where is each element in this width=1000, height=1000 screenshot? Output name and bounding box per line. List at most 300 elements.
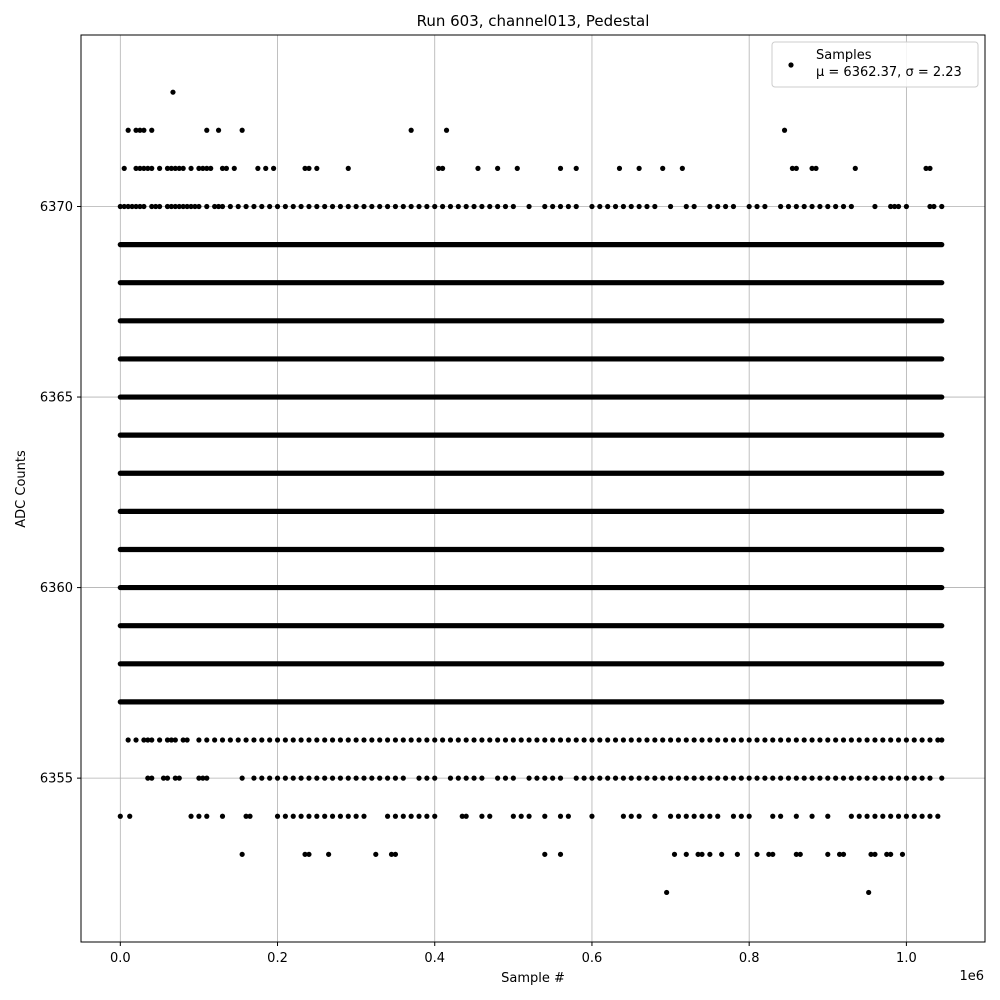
sample-point xyxy=(306,852,311,857)
sample-point xyxy=(542,776,547,781)
sample-point xyxy=(181,166,186,171)
sample-point xyxy=(495,166,500,171)
sample-point xyxy=(177,776,182,781)
sample-point xyxy=(220,204,225,209)
sample-point xyxy=(597,204,602,209)
sample-point xyxy=(487,814,492,819)
sample-point xyxy=(346,776,351,781)
sample-point xyxy=(416,776,421,781)
sample-point xyxy=(574,776,579,781)
sample-point xyxy=(896,814,901,819)
sample-point xyxy=(330,814,335,819)
sample-point xyxy=(621,204,626,209)
sample-point xyxy=(448,737,453,742)
sample-point xyxy=(589,776,594,781)
sample-point xyxy=(204,737,209,742)
sample-point xyxy=(361,204,366,209)
sample-point xyxy=(794,737,799,742)
sample-point xyxy=(558,204,563,209)
sample-point xyxy=(864,814,869,819)
sample-point xyxy=(322,204,327,209)
sample-point xyxy=(314,814,319,819)
sample-point xyxy=(558,166,563,171)
sample-point xyxy=(409,814,414,819)
sample-point xyxy=(692,814,697,819)
sample-point xyxy=(141,204,146,209)
x-axis-offset-label: 1e6 xyxy=(959,969,984,984)
sample-point xyxy=(692,776,697,781)
sample-point xyxy=(251,776,256,781)
sample-point xyxy=(786,204,791,209)
sample-point xyxy=(283,814,288,819)
sample-point xyxy=(330,737,335,742)
sample-point xyxy=(471,776,476,781)
chart-title: Run 603, channel013, Pedestal xyxy=(416,12,650,30)
sample-point xyxy=(326,852,331,857)
x-tick-label: 0.4 xyxy=(424,951,446,966)
sample-point xyxy=(817,776,822,781)
sample-point xyxy=(409,128,414,133)
y-tick-label: 6365 xyxy=(39,390,73,406)
sample-point xyxy=(526,204,531,209)
sample-point xyxy=(432,737,437,742)
sample-point xyxy=(330,776,335,781)
sample-point xyxy=(825,852,830,857)
sample-point xyxy=(731,776,736,781)
sample-point xyxy=(692,204,697,209)
sample-point xyxy=(401,204,406,209)
x-tick-label: 0.2 xyxy=(267,951,288,966)
sample-point xyxy=(495,737,500,742)
sample-point xyxy=(550,204,555,209)
sample-point xyxy=(267,776,272,781)
sample-point xyxy=(715,204,720,209)
sample-point xyxy=(424,776,429,781)
sample-point xyxy=(872,737,877,742)
sample-point xyxy=(188,166,193,171)
sample-point xyxy=(220,737,225,742)
x-axis-label: Sample # xyxy=(501,971,565,986)
sample-point xyxy=(857,814,862,819)
sample-point xyxy=(393,204,398,209)
sample-point xyxy=(409,737,414,742)
sample-point xyxy=(243,204,248,209)
sample-point xyxy=(354,814,359,819)
sample-point xyxy=(456,776,461,781)
sample-point xyxy=(715,776,720,781)
sample-point xyxy=(314,737,319,742)
sample-point xyxy=(699,776,704,781)
sample-point xyxy=(699,814,704,819)
sample-point xyxy=(275,737,280,742)
sample-point xyxy=(872,852,877,857)
sample-point xyxy=(377,776,382,781)
sample-point xyxy=(927,737,932,742)
sample-point xyxy=(644,737,649,742)
sample-point xyxy=(668,776,673,781)
y-axis-label: ADC Counts xyxy=(14,450,29,528)
sample-point xyxy=(409,204,414,209)
sample-point xyxy=(735,852,740,857)
sample-point xyxy=(283,776,288,781)
sample-point xyxy=(251,737,256,742)
legend xyxy=(772,42,978,87)
sample-point xyxy=(306,776,311,781)
sample-point xyxy=(617,166,622,171)
sample-point xyxy=(794,776,799,781)
sample-point xyxy=(613,204,618,209)
sample-point xyxy=(770,737,775,742)
sample-point xyxy=(872,814,877,819)
sample-point xyxy=(723,776,728,781)
sample-point xyxy=(550,776,555,781)
sample-point xyxy=(259,204,264,209)
sample-point xyxy=(589,737,594,742)
sample-point xyxy=(232,166,237,171)
sample-point xyxy=(432,814,437,819)
sample-point xyxy=(825,204,830,209)
sample-point xyxy=(676,776,681,781)
sample-point xyxy=(778,814,783,819)
sample-point xyxy=(275,814,280,819)
sample-point xyxy=(574,737,579,742)
sample-point xyxy=(904,776,909,781)
sample-point xyxy=(841,204,846,209)
sample-point xyxy=(589,814,594,819)
sample-point xyxy=(809,776,814,781)
sample-point xyxy=(558,852,563,857)
sample-point xyxy=(629,814,634,819)
sample-point xyxy=(377,737,382,742)
sample-point xyxy=(668,814,673,819)
sample-point xyxy=(935,814,940,819)
sample-point xyxy=(401,737,406,742)
sample-point xyxy=(731,737,736,742)
sample-point xyxy=(778,737,783,742)
sample-point xyxy=(314,204,319,209)
sample-point xyxy=(912,776,917,781)
sample-point xyxy=(385,776,390,781)
sample-point xyxy=(346,737,351,742)
sample-point xyxy=(196,737,201,742)
sample-point xyxy=(204,204,209,209)
sample-point xyxy=(338,737,343,742)
sample-point xyxy=(216,128,221,133)
sample-point xyxy=(534,737,539,742)
sample-point xyxy=(904,814,909,819)
sample-point xyxy=(927,776,932,781)
sample-point xyxy=(526,737,531,742)
sample-point xyxy=(149,128,154,133)
sample-point xyxy=(637,776,642,781)
sample-point xyxy=(707,852,712,857)
sample-point xyxy=(354,737,359,742)
sample-point xyxy=(754,852,759,857)
sample-point xyxy=(479,814,484,819)
sample-point xyxy=(385,737,390,742)
sample-point xyxy=(762,204,767,209)
sample-point xyxy=(857,776,862,781)
sample-point xyxy=(629,204,634,209)
sample-point xyxy=(605,776,610,781)
sample-point xyxy=(122,166,127,171)
sample-point xyxy=(456,204,461,209)
sample-point xyxy=(275,204,280,209)
sample-point xyxy=(338,814,343,819)
sample-point xyxy=(684,852,689,857)
sample-point xyxy=(896,776,901,781)
legend-series-name: Samples xyxy=(816,48,872,63)
sample-point xyxy=(747,776,752,781)
sample-point xyxy=(416,737,421,742)
sample-point xyxy=(778,776,783,781)
sample-point xyxy=(912,737,917,742)
sample-point xyxy=(739,776,744,781)
sample-point xyxy=(479,204,484,209)
sample-point xyxy=(361,814,366,819)
sample-point xyxy=(927,814,932,819)
sample-point xyxy=(613,776,618,781)
x-tick-label: 0.6 xyxy=(581,951,603,966)
sample-point xyxy=(127,814,132,819)
sample-point xyxy=(644,776,649,781)
sample-point xyxy=(475,166,480,171)
sample-point xyxy=(440,737,445,742)
sample-point xyxy=(621,776,626,781)
sample-point xyxy=(240,128,245,133)
sample-point xyxy=(503,776,508,781)
sample-point xyxy=(330,204,335,209)
sample-point xyxy=(817,737,822,742)
sample-point xyxy=(920,776,925,781)
sample-point xyxy=(424,737,429,742)
sample-point xyxy=(338,776,343,781)
sample-point xyxy=(291,737,296,742)
sample-point xyxy=(825,814,830,819)
sample-point xyxy=(637,737,642,742)
sample-point xyxy=(939,737,944,742)
sample-point xyxy=(550,737,555,742)
sample-point xyxy=(542,204,547,209)
sample-point xyxy=(283,737,288,742)
sample-point xyxy=(432,204,437,209)
sample-point xyxy=(872,776,877,781)
x-tick-label: 1.0 xyxy=(896,951,917,966)
sample-point xyxy=(306,204,311,209)
sample-point xyxy=(809,204,814,209)
sample-point xyxy=(707,776,712,781)
sample-point xyxy=(754,737,759,742)
sample-point xyxy=(196,814,201,819)
sample-point xyxy=(794,814,799,819)
sample-point xyxy=(299,737,304,742)
sample-point xyxy=(637,814,642,819)
sample-point xyxy=(157,166,162,171)
sample-point xyxy=(668,204,673,209)
sample-point xyxy=(495,204,500,209)
legend-marker xyxy=(788,62,793,67)
sample-point xyxy=(306,166,311,171)
sample-point xyxy=(652,776,657,781)
sample-point xyxy=(762,737,767,742)
sample-point xyxy=(904,204,909,209)
sample-point xyxy=(904,737,909,742)
sample-point xyxy=(519,737,524,742)
sample-point xyxy=(322,776,327,781)
sample-point xyxy=(283,204,288,209)
sample-point xyxy=(126,737,131,742)
sample-point xyxy=(888,737,893,742)
sample-point xyxy=(149,166,154,171)
sample-point xyxy=(401,776,406,781)
sample-point xyxy=(314,166,319,171)
sample-point xyxy=(141,128,146,133)
legend-series-stats: μ = 6362.37, σ = 2.23 xyxy=(816,65,962,80)
sample-point xyxy=(707,814,712,819)
sample-point xyxy=(723,737,728,742)
sample-point xyxy=(605,204,610,209)
sample-point xyxy=(243,737,248,742)
sample-point xyxy=(872,204,877,209)
sample-point xyxy=(519,814,524,819)
sample-point xyxy=(684,737,689,742)
sample-point xyxy=(629,737,634,742)
sample-point xyxy=(385,814,390,819)
sample-point xyxy=(515,166,520,171)
sample-point xyxy=(707,204,712,209)
sample-point xyxy=(149,776,154,781)
sample-point xyxy=(927,166,932,171)
sample-point xyxy=(338,204,343,209)
sample-point xyxy=(754,776,759,781)
sample-point xyxy=(393,814,398,819)
sample-point xyxy=(503,204,508,209)
sample-point xyxy=(597,737,602,742)
sample-point xyxy=(857,737,862,742)
sample-point xyxy=(487,204,492,209)
sample-point xyxy=(204,128,209,133)
sample-point xyxy=(841,737,846,742)
sample-point xyxy=(888,776,893,781)
sample-point xyxy=(770,814,775,819)
sample-point xyxy=(118,814,123,819)
sample-point xyxy=(526,776,531,781)
sample-point xyxy=(715,814,720,819)
sample-point xyxy=(377,204,382,209)
sample-point xyxy=(684,204,689,209)
sample-point xyxy=(373,852,378,857)
sample-point xyxy=(754,204,759,209)
sample-point xyxy=(621,737,626,742)
x-tick-label: 0.0 xyxy=(109,951,131,966)
sample-point xyxy=(416,814,421,819)
sample-point xyxy=(644,204,649,209)
sample-point xyxy=(299,204,304,209)
sample-point xyxy=(361,737,366,742)
sample-point xyxy=(299,776,304,781)
sample-point xyxy=(291,204,296,209)
sample-point xyxy=(440,204,445,209)
sample-point xyxy=(672,852,677,857)
sample-point xyxy=(401,814,406,819)
sample-point xyxy=(849,814,854,819)
sample-point xyxy=(888,814,893,819)
sample-point xyxy=(652,204,657,209)
y-tick-label: 6360 xyxy=(39,581,73,597)
sample-point xyxy=(259,776,264,781)
sample-point xyxy=(566,814,571,819)
sample-point xyxy=(255,166,260,171)
sample-point xyxy=(664,890,669,895)
sample-point xyxy=(314,776,319,781)
sample-point xyxy=(247,814,252,819)
sample-point xyxy=(432,776,437,781)
sample-point xyxy=(574,204,579,209)
sample-point xyxy=(157,204,162,209)
sample-point xyxy=(931,204,936,209)
sample-point xyxy=(629,776,634,781)
sample-point xyxy=(912,814,917,819)
sample-point xyxy=(558,776,563,781)
sample-point xyxy=(778,204,783,209)
sample-point xyxy=(574,166,579,171)
sample-point xyxy=(715,737,720,742)
sample-point xyxy=(900,852,905,857)
sample-point xyxy=(794,166,799,171)
sample-point xyxy=(267,204,272,209)
sample-point xyxy=(220,814,225,819)
sample-point xyxy=(833,204,838,209)
sample-point xyxy=(236,204,241,209)
sample-point xyxy=(896,204,901,209)
sample-point xyxy=(503,737,508,742)
sample-point xyxy=(149,737,154,742)
sample-point xyxy=(699,852,704,857)
sample-point xyxy=(621,814,626,819)
sample-point xyxy=(684,814,689,819)
sample-point xyxy=(369,737,374,742)
sample-point xyxy=(770,776,775,781)
sample-point xyxy=(605,737,610,742)
sample-point xyxy=(880,814,885,819)
sample-point xyxy=(271,166,276,171)
sample-point xyxy=(558,814,563,819)
sample-point xyxy=(786,737,791,742)
sample-point xyxy=(660,737,665,742)
sample-point xyxy=(888,852,893,857)
sample-point xyxy=(866,890,871,895)
sample-point xyxy=(259,737,264,742)
sample-point xyxy=(354,776,359,781)
sample-point xyxy=(511,776,516,781)
sample-point xyxy=(251,204,256,209)
x-tick-label: 0.8 xyxy=(738,951,760,966)
sample-point xyxy=(440,166,445,171)
sample-point xyxy=(566,737,571,742)
sample-point xyxy=(306,814,311,819)
sample-point xyxy=(444,128,449,133)
sample-point xyxy=(185,737,190,742)
sample-point xyxy=(188,814,193,819)
sample-point xyxy=(196,204,201,209)
sample-point xyxy=(637,204,642,209)
sample-point xyxy=(369,204,374,209)
sample-point xyxy=(660,776,665,781)
sample-point xyxy=(864,737,869,742)
sample-point xyxy=(880,776,885,781)
sample-point xyxy=(542,814,547,819)
sample-point xyxy=(393,737,398,742)
